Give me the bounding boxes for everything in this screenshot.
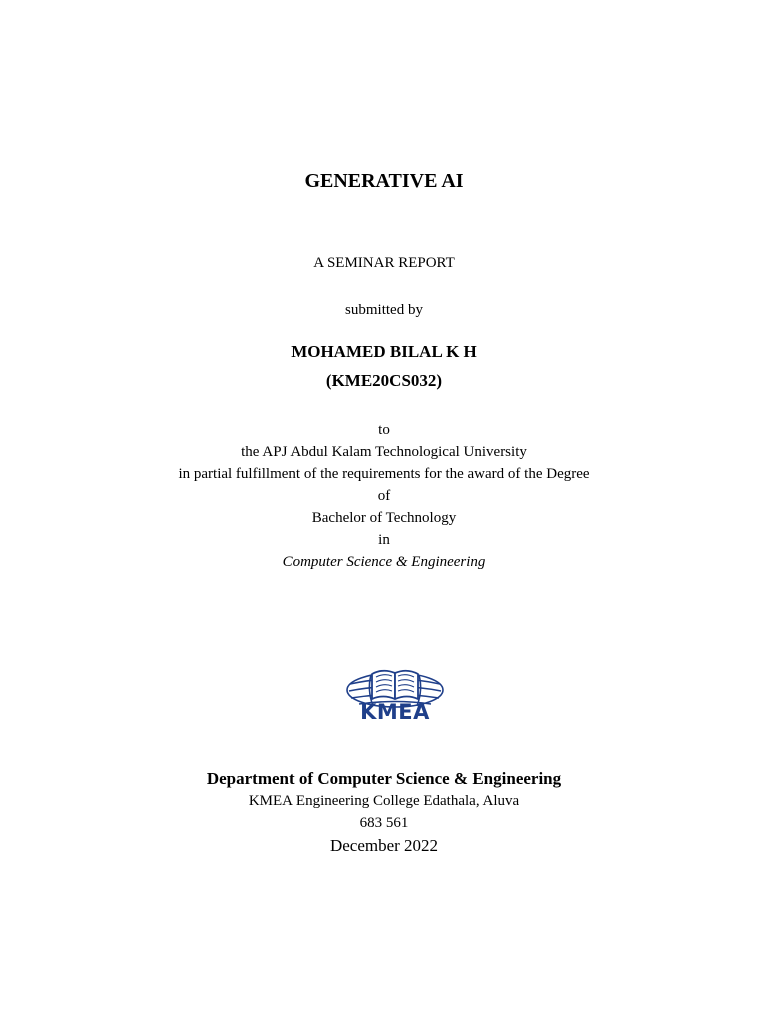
branch-name: Computer Science & Engineering: [282, 554, 486, 570]
open-book-globe-logo-icon: [343, 664, 447, 722]
author-register-number: (KME20CS032): [325, 371, 443, 390]
svg-text:KMEA: KMEA: [360, 700, 430, 722]
college-address: KMEA Engineering College Edathala, Aluva: [248, 793, 520, 809]
author-name: MOHAMED BILAL K H: [291, 342, 477, 361]
degree-name: Bachelor of Technology: [311, 510, 457, 526]
fulfillment-statement: in partial fulfillment of the requirements for the award of the Degree: [178, 466, 590, 482]
report-date: December 2022: [329, 836, 439, 855]
submission-in: in: [378, 532, 390, 548]
submission-to: to: [378, 422, 390, 438]
report-title: GENERATIVE AI: [304, 170, 464, 192]
university-name: the APJ Abdul Kalam Technological University: [241, 444, 527, 460]
kmea-logo: [343, 664, 447, 722]
department-name: Department of Computer Science & Engineering: [206, 769, 562, 788]
report-type: A SEMINAR REPORT: [313, 255, 455, 271]
submitted-by-label: submitted by: [345, 302, 423, 318]
pin-code: 683 561: [359, 815, 409, 831]
submission-of: of: [377, 488, 391, 504]
